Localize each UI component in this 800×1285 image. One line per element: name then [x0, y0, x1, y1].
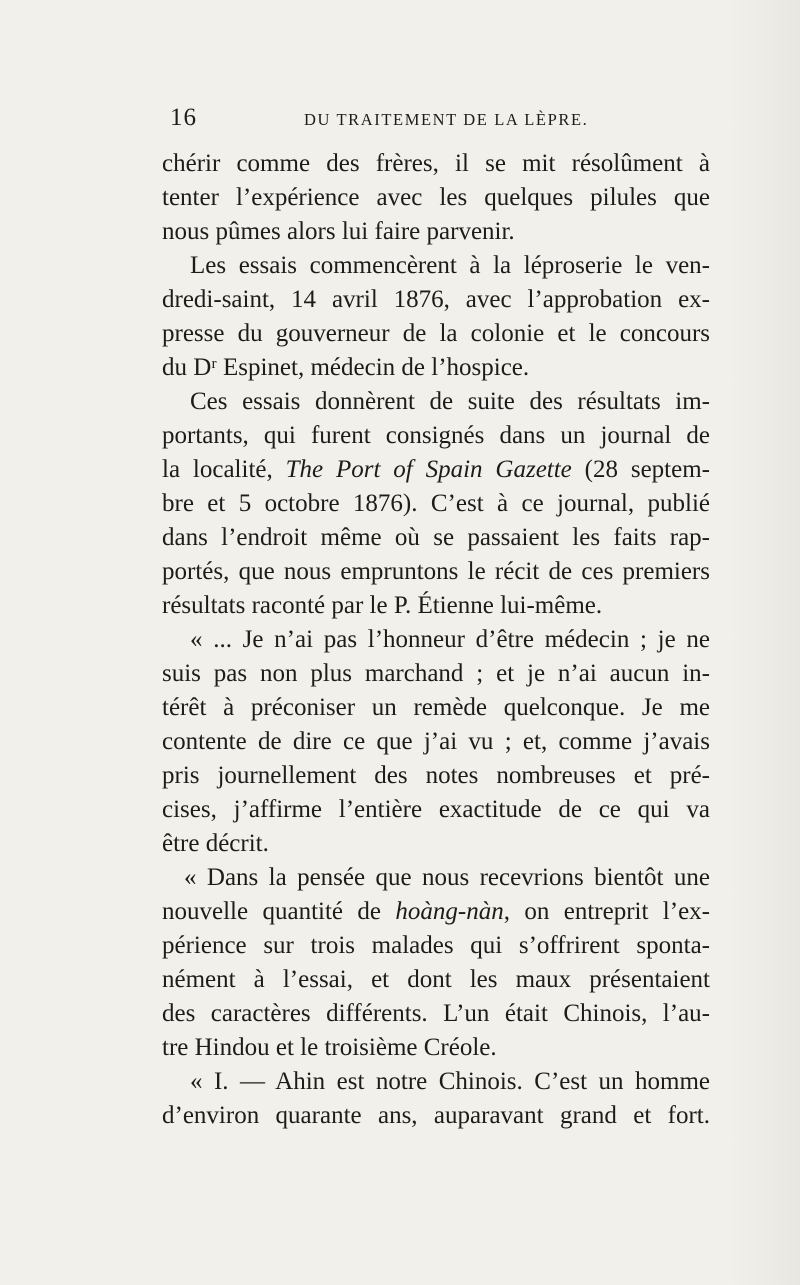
running-header	[162, 104, 710, 136]
paragraph-start-line: « ... Je n’ai pas l’honneur d’être médecin ; je ne	[190, 626, 710, 653]
text-line: nous pûmes alors lui faire parvenir.	[162, 218, 515, 245]
text-line: contente de dire ce que j’ai vu ; et, comme j’avais	[162, 728, 710, 755]
text-line: presse du gouverneur de la colonie et le concours	[162, 320, 710, 347]
page-edge-shading	[730, 0, 800, 1285]
running-title: DU TRAITEMENT DE LA LÈPRE.	[304, 110, 589, 129]
paragraph-start-line: « I. — Ahin est notre Chinois. C’est un homme	[190, 1068, 710, 1095]
text-line: pris journellement des notes nombreuses et pré-	[162, 762, 710, 789]
text-line: suis pas non plus marchand ; et je n’ai aucun in-	[162, 660, 710, 687]
page-number: 16	[170, 104, 197, 131]
paragraph-start-line: Ces essais donnèrent de suite des résultats im-	[190, 388, 710, 415]
text-line: résultats raconté par le P. Étienne lui-même.	[162, 592, 603, 619]
text-line: tenter l’expérience avec les quelques pilules que	[162, 184, 710, 211]
remedy-name: hoàng-nàn	[395, 898, 504, 925]
text-line: du Dʳ Espinet, médecin de l’hospice.	[162, 354, 530, 381]
text-line: chérir comme des frères, il se mit résolûment à	[162, 150, 710, 177]
text-line: tre Hindou et le troisième Créole.	[162, 1034, 497, 1061]
text-line-with-italic	[162, 453, 710, 487]
text-line: portés, que nous empruntons le récit de ces premiers	[162, 558, 710, 585]
page-body	[162, 147, 710, 1133]
text-line: périence sur trois malades qui s’offrirent sponta-	[162, 932, 710, 959]
text-line: bre et 5 octobre 1876). C’est à ce journal, publié	[162, 490, 710, 517]
text-line-with-italic	[162, 895, 710, 929]
line-text: (28 septem-	[571, 456, 710, 483]
text-line: dans l’endroit même où se passaient les faits rap-	[162, 524, 710, 551]
line-text: , on entreprit l’ex-	[503, 898, 710, 925]
line-text: nouvelle quantité de	[162, 898, 396, 925]
text-line: nément à l’essai, et dont les maux présentaient	[162, 966, 710, 993]
paragraph-start-line: Les essais commencèrent à la léproserie le ven-	[190, 252, 710, 279]
text-line: portants, qui furent consignés dans un journal de	[162, 422, 710, 449]
text-line: dredi-saint, 14 avril 1876, avec l’approbation ex-	[162, 286, 710, 313]
text-line: d’environ quarante ans, auparavant grand et fort.	[162, 1102, 710, 1129]
newspaper-title: The Port of Spain Gazette	[285, 456, 572, 483]
text-line: être décrit.	[162, 830, 269, 857]
text-line: térêt à préconiser un remède quelconque. Je me	[162, 694, 710, 721]
paragraph-start-line: « Dans la pensée que nous recevrions bientôt une	[184, 864, 710, 891]
text-line: des caractères différents. L’un était Chinois, l’au-	[162, 1000, 710, 1027]
line-text: la localité,	[162, 456, 286, 483]
text-line: cises, j’affirme l’entière exactitude de ce qui va	[162, 796, 710, 823]
